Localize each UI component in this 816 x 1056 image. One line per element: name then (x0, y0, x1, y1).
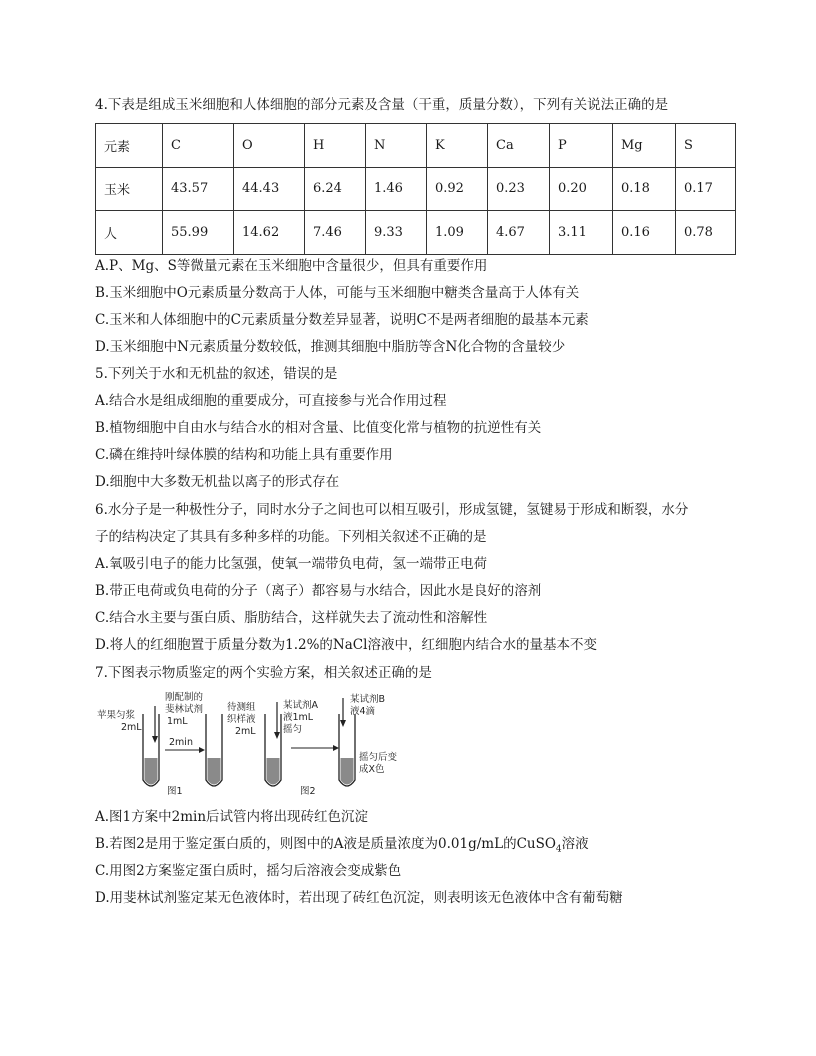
table-cell: C (163, 124, 234, 168)
question-6-option-c: C.结合水主要与蛋白质、脂肪结合，这样就失去了流动性和溶解性 (95, 610, 488, 626)
option-b-text-end: 溶液 (561, 836, 589, 852)
sample-label-line-2: 织样液 (227, 714, 256, 725)
table-cell: 3.11 (550, 211, 613, 255)
table-cell: 9.33 (366, 211, 427, 255)
reagent-b-label-line-1: 某试剂B (350, 694, 386, 705)
question-6-option-a: A.氧吸引电子的能力比氢强，使氧一端带负电荷，氢一端带正电荷 (95, 556, 488, 572)
table-cell: 人 (96, 211, 163, 255)
result-label-line-1: 摇匀后变 (359, 752, 398, 763)
table-cell: 7.46 (305, 211, 366, 255)
table-cell: 0.20 (550, 167, 613, 211)
question-4-option-b: B.玉米细胞中O元素质量分数高于人体，可能与玉米细胞中糖类含量高于人体有关 (95, 285, 580, 301)
question-7-option-b (95, 835, 589, 859)
table-header-row (96, 124, 736, 168)
table-cell: 4.67 (488, 211, 550, 255)
question-7-option-d: D.用斐林试剂鉴定某无色液体时，若出现了砖红色沉淀，则表明该无色液体中含有葡萄糖 (95, 890, 623, 906)
element-content-table (95, 123, 736, 255)
reagent-a-label-line-2: 液1mL (283, 712, 314, 723)
table-cell: O (234, 124, 305, 168)
question-4-stem: 4.下表是组成玉米细胞和人体细胞的部分元素及含量（干重，质量分数），下列有关说法正确的是 (95, 97, 669, 113)
option-b-text: B.若图2是用于鉴定蛋白质的，则图中的A液是质量浓度为0.01g/mL的CuSO (95, 836, 556, 852)
apple-homogenate-label: 苹果匀浆 (97, 710, 136, 721)
table-cell: 55.99 (163, 211, 234, 255)
question-5-option-b: B.植物细胞中自由水与结合水的相对含量、比值变化常与植物的抗逆性有关 (95, 420, 542, 436)
figure-1-caption: 图1 (167, 786, 183, 797)
question-7-option-c: C.用图2方案鉴定蛋白质时，摇匀后溶液会变成紫色 (95, 863, 402, 879)
table-cell: 14.62 (234, 211, 305, 255)
table-cell: 0.16 (613, 211, 676, 255)
table-row (96, 167, 736, 211)
dropper-icon (152, 706, 158, 743)
question-7-option-a: A.图1方案中2min后试管内将出现砖红色沉淀 (95, 809, 369, 825)
table-cell: S (676, 124, 736, 168)
table-cell: P (550, 124, 613, 168)
table-cell: 6.24 (305, 167, 366, 211)
table-cell: 元素 (96, 124, 163, 168)
question-5-option-d: D.细胞中大多数无机盐以离子的形式存在 (95, 474, 340, 490)
result-label-line-2: 成X色 (359, 764, 385, 775)
sample-label-line-1: 待测组 (227, 702, 256, 713)
question-6-stem-line-1: 6.水分子是一种极性分子，同时水分子之间也可以相互吸引，形成氢键，氢键易于形成和断裂，水分 (95, 502, 689, 518)
question-6-option-b: B.带正电荷或负电荷的分子（离子）都容易与水结合，因此水是良好的溶剂 (95, 583, 542, 599)
table-cell: 1.46 (366, 167, 427, 211)
reagent-b-label-line-2: 液4滴 (350, 706, 376, 717)
fehling-label-line-3: 1mL (167, 716, 188, 727)
table-cell: 0.92 (427, 167, 488, 211)
table-cell: 玉米 (96, 167, 163, 211)
table-cell: 0.78 (676, 211, 736, 255)
table-cell: 1.09 (427, 211, 488, 255)
question-6-stem-line-2: 子的结构决定了其具有多种多样的功能。下列相关叙述不正确的是 (95, 529, 487, 545)
apple-volume-label: 2mL (121, 722, 142, 733)
reagent-a-label-line-1: 某试剂A (283, 700, 318, 711)
question-4-option-a: A.P、Mg、S等微量元素在玉米细胞中含量很少，但具有重要作用 (95, 258, 488, 274)
table-cell: 44.43 (234, 167, 305, 211)
table-cell: H (305, 124, 366, 168)
question-4-option-d: D.玉米细胞中N元素质量分数较低，推测其细胞中脂肪等含N化合物的含量较少 (95, 339, 566, 355)
table-cell: K (427, 124, 488, 168)
reagent-a-label-line-3: 摇匀 (283, 724, 303, 735)
question-5-option-c: C.磷在维持叶绿体膜的结构和功能上具有重要作用 (95, 447, 393, 463)
fehling-label-line-2: 斐林试剂 (165, 704, 204, 715)
question-7-stem: 7.下图表示物质鉴定的两个实验方案，相关叙述正确的是 (95, 665, 432, 681)
dropper-icon (274, 702, 280, 739)
table-cell: 43.57 (163, 167, 234, 211)
figure-2-caption: 图2 (300, 786, 316, 797)
question-5-stem: 5.下列关于水和无机盐的叙述，错误的是 (95, 366, 338, 382)
experiment-diagram (95, 688, 415, 800)
arrow-figure-2 (291, 745, 339, 751)
fehling-label-line-1: 刚配制的 (165, 692, 204, 703)
table-cell: 0.23 (488, 167, 550, 211)
test-tube-2 (206, 714, 222, 786)
question-4-option-c: C.玉米和人体细胞中的C元素质量分数差异显著，说明C不是两者细胞的最基本元素 (95, 312, 589, 328)
test-tube-1 (143, 714, 159, 786)
question-6-option-d: D.将人的红细胞置于质量分数为1.2%的NaCl溶液中，红细胞内结合水的量基本不变 (95, 637, 597, 653)
question-5-option-a: A.结合水是组成细胞的重要成分，可直接参与光合作用过程 (95, 393, 447, 409)
test-tube-4 (339, 714, 355, 786)
table-cell: 0.18 (613, 167, 676, 211)
dropper-icon (340, 698, 346, 727)
time-label: 2min (169, 737, 193, 748)
table-cell: Ca (488, 124, 550, 168)
test-tube-3 (265, 714, 281, 786)
table-cell: Mg (613, 124, 676, 168)
option-b-subscript: 4 (555, 844, 562, 855)
sample-label-line-3: 2mL (235, 726, 256, 737)
table-row (96, 211, 736, 255)
table-cell: N (366, 124, 427, 168)
table-cell: 0.17 (676, 167, 736, 211)
